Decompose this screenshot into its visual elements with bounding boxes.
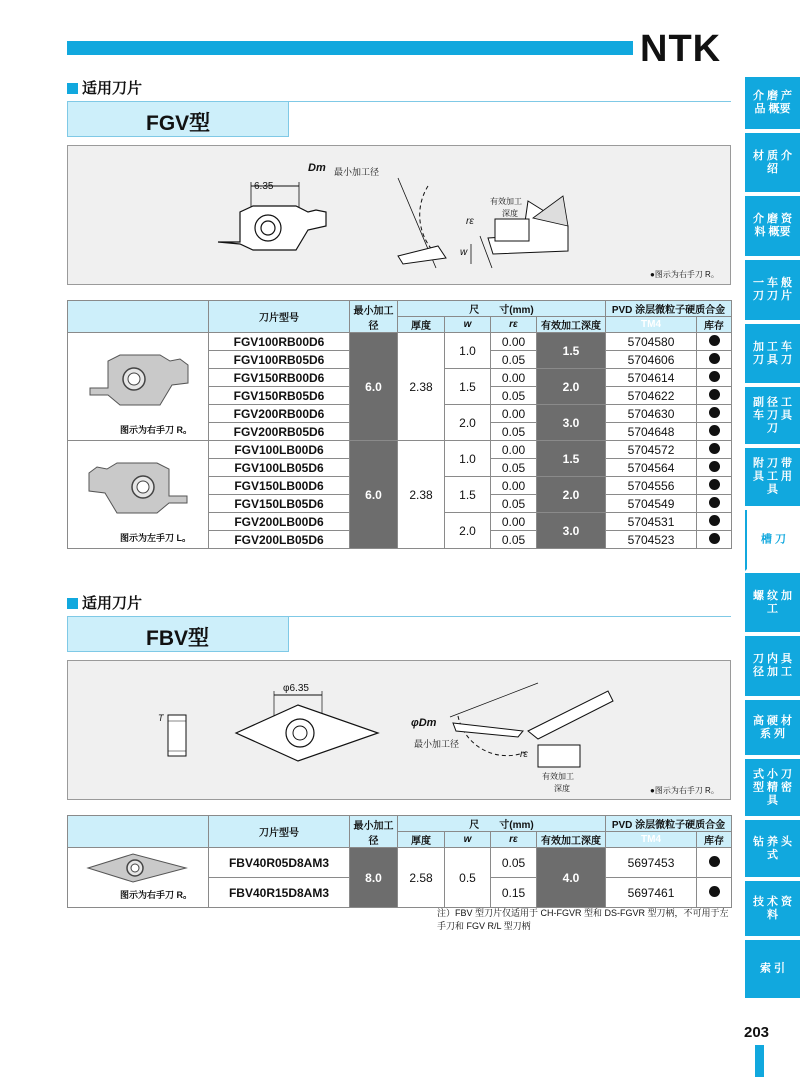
table-row: 图示为右手刀 R。 FGV100RB00D6 6.0 2.38 1.0 0.00 1.5 5704580 (68, 333, 732, 351)
fbv-spec-table (67, 815, 732, 908)
fgv-diagram (67, 145, 731, 285)
stock-dot-icon (697, 423, 732, 441)
dim-group-header: 尺 寸(mm) (398, 301, 606, 317)
pvd-group-header: PVD 涂层微粒子硬质合金 (606, 301, 732, 317)
table-row: FBV40R15D8AM3 0.15 5697461 (68, 878, 732, 908)
table-row: FGV150RB00D6 1.5 0.00 2.0 5704614 (68, 369, 732, 387)
image-header (68, 816, 209, 848)
sidebar-item-label: 螺 纹 加 工 (752, 589, 793, 615)
sidebar-item-8[interactable] (745, 510, 800, 571)
dm-symbol: Dm (308, 162, 326, 174)
re-header: rε (491, 832, 537, 848)
table-row: 图示为左手刀 L。 FGV100LB00D6 6.0 2.38 1.0 0.00 1.5 5704572 (68, 441, 732, 459)
table-row: FGV150LB00D6 1.5 0.00 2.0 5704556 (68, 477, 732, 495)
fbv-diagram (67, 660, 731, 800)
sidebar-item-label: 技 术 资 料 (752, 895, 793, 921)
min-dia-header: 最小加工径 (350, 301, 398, 333)
depth-label-2: 深度 (554, 784, 570, 793)
section2-heading: 适用刀片 (67, 592, 142, 613)
re-symbol: rε (520, 749, 528, 760)
sidebar-item-2[interactable] (745, 133, 800, 194)
sidebar-item-15[interactable] (745, 940, 800, 1000)
title-rule (289, 101, 731, 102)
bullet-square-icon (67, 83, 78, 94)
sidebar-item-label: 高 硬 材 系 列 (752, 714, 793, 740)
re-symbol: rε (466, 216, 474, 227)
stock-dot-icon (697, 495, 732, 513)
insert-image-fbv: 图示为右手刀 R。 (68, 848, 209, 908)
sidebar-item-12[interactable] (745, 759, 800, 818)
sidebar-item-5[interactable] (745, 324, 800, 385)
sidebar-item-14[interactable] (745, 881, 800, 938)
depth-label-1: 有效加工 (490, 197, 522, 206)
table-row: FGV150RB05D6 0.05 5704622 (68, 387, 732, 405)
sidebar-item-11[interactable] (745, 700, 800, 757)
insert-image-r: 图示为右手刀 R。 (68, 333, 209, 441)
thickness-header: 厚度 (398, 832, 445, 848)
grade-header: TM4 (606, 317, 697, 333)
depth-label-2: 深度 (502, 209, 518, 218)
min-dia-header: 最小加工径 (350, 816, 398, 848)
model-header: 刀片型号 (209, 816, 350, 848)
stock-dot-icon (697, 387, 732, 405)
diagram-note: ●图示为右手刀 R。 (650, 270, 719, 279)
sidebar-item-7[interactable] (745, 448, 800, 508)
title-rule (289, 616, 731, 617)
depth-header: 有效加工深度 (537, 317, 606, 333)
sidebar-item-label: 加 工 车 刀 具 刀 (752, 340, 793, 366)
table-row: FGV200RB00D6 2.0 0.00 3.0 5704630 (68, 405, 732, 423)
sidebar-item-label: 材 质 介 绍 (752, 149, 793, 175)
footnote: 注）FBV 型刀片仅适用于 CH-FGVR 型和 DS-FGVR 型刀柄，不可用于左手刀和 FGV R/L 型刀柄 (437, 908, 729, 931)
model-header: 刀片型号 (209, 301, 350, 333)
insert-image-l: 图示为左手刀 L。 (68, 441, 209, 549)
sidebar-item-13[interactable] (745, 820, 800, 879)
table-row: FGV200LB05D6 0.05 5704523 (68, 531, 732, 549)
stock-dot-icon (697, 848, 732, 878)
stock-dot-icon (697, 441, 732, 459)
stock-dot-icon (697, 333, 732, 351)
stock-header: 库存 (697, 317, 732, 333)
fgv-insert-drawing (68, 146, 732, 286)
table-row: FGV200LB00D6 2.0 0.00 3.0 5704531 (68, 513, 732, 531)
dm-label: 最小加工径 (414, 739, 460, 749)
sidebar-item-label: 附 刀 带 具 工 用 具 (752, 457, 793, 496)
sidebar-item-4[interactable] (745, 260, 800, 322)
diagram-note: ●图示为右手刀 R。 (650, 786, 719, 795)
sidebar-item-label: 介 磨 资 料 概要 (752, 213, 793, 238)
dim-group-header: 尺 寸(mm) (398, 816, 606, 832)
sidebar-item-label: 副 径 工 车 刀 具 刀 (752, 396, 793, 434)
sidebar-item-label: 刀 内 具 径 加 工 (752, 653, 793, 678)
stock-dot-icon (697, 351, 732, 369)
sidebar-item-1[interactable] (745, 77, 800, 131)
table-row: FGV200RB05D6 0.05 5704648 (68, 423, 732, 441)
stock-dot-icon (697, 513, 732, 531)
bullet-square-icon (67, 598, 78, 609)
page-marker-bar (755, 1045, 764, 1077)
depth-header: 有效加工深度 (537, 832, 606, 848)
grade-header: TM4 (606, 832, 697, 848)
fgv-type-title: FGV型 (67, 101, 289, 137)
sidebar-item-label: 钻 养 头 式 (752, 835, 793, 861)
top-accent-bar (67, 41, 633, 55)
sidebar-item-label: 槽 刀 (760, 533, 787, 545)
w-header: w (445, 317, 491, 333)
section1-heading: 适用刀片 (67, 77, 142, 98)
brand-logo: NTK (640, 28, 722, 70)
sidebar-item-10[interactable] (745, 636, 800, 698)
t-symbol: T (158, 713, 164, 723)
w-symbol: w (460, 247, 468, 258)
image-header (68, 301, 209, 333)
width-dimension: 6.35 (254, 181, 274, 192)
page-number: 203 (744, 1024, 770, 1041)
depth-label-1: 有效加工 (542, 772, 574, 781)
stock-dot-icon (697, 369, 732, 387)
dm-label: 最小加工径 (334, 167, 380, 177)
stock-dot-icon (697, 405, 732, 423)
stock-dot-icon (697, 531, 732, 549)
sidebar-item-6[interactable] (745, 387, 800, 446)
stock-dot-icon (697, 477, 732, 495)
sidebar-item-label: 一 车 般 刀 刀 片 (752, 277, 793, 302)
fgv-spec-table (67, 300, 732, 549)
w-header: w (445, 832, 491, 848)
sidebar-item-9[interactable] (745, 573, 800, 634)
re-header: rε (491, 317, 537, 333)
table-row: FGV100LB05D6 0.05 5704564 (68, 459, 732, 477)
fbv-insert-drawing (68, 661, 732, 801)
sidebar-item-3[interactable] (745, 196, 800, 258)
sidebar-item-label: 介 磨 产 品 概要 (752, 90, 793, 115)
sidebar-item-label: 式 小 刀 型 精 密 具 (752, 768, 793, 806)
stock-dot-icon (697, 878, 732, 908)
stock-dot-icon (697, 459, 732, 477)
table-row: FGV150LB05D6 0.05 5704549 (68, 495, 732, 513)
table-row: FGV100RB05D6 0.05 5704606 (68, 351, 732, 369)
fbv-type-title: FBV型 (67, 616, 289, 652)
dm-symbol: φDm (411, 717, 437, 729)
dia-dimension: φ6.35 (283, 683, 309, 694)
thickness-header: 厚度 (398, 317, 445, 333)
table-row: 图示为右手刀 R。 FBV40R05D8AM3 8.0 2.58 0.5 0.05 4.0 5697453 (68, 848, 732, 878)
sidebar-item-label: 索 引 (759, 962, 786, 975)
pvd-group-header: PVD 涂层微粒子硬质合金 (606, 816, 732, 832)
stock-header: 库存 (697, 832, 732, 848)
